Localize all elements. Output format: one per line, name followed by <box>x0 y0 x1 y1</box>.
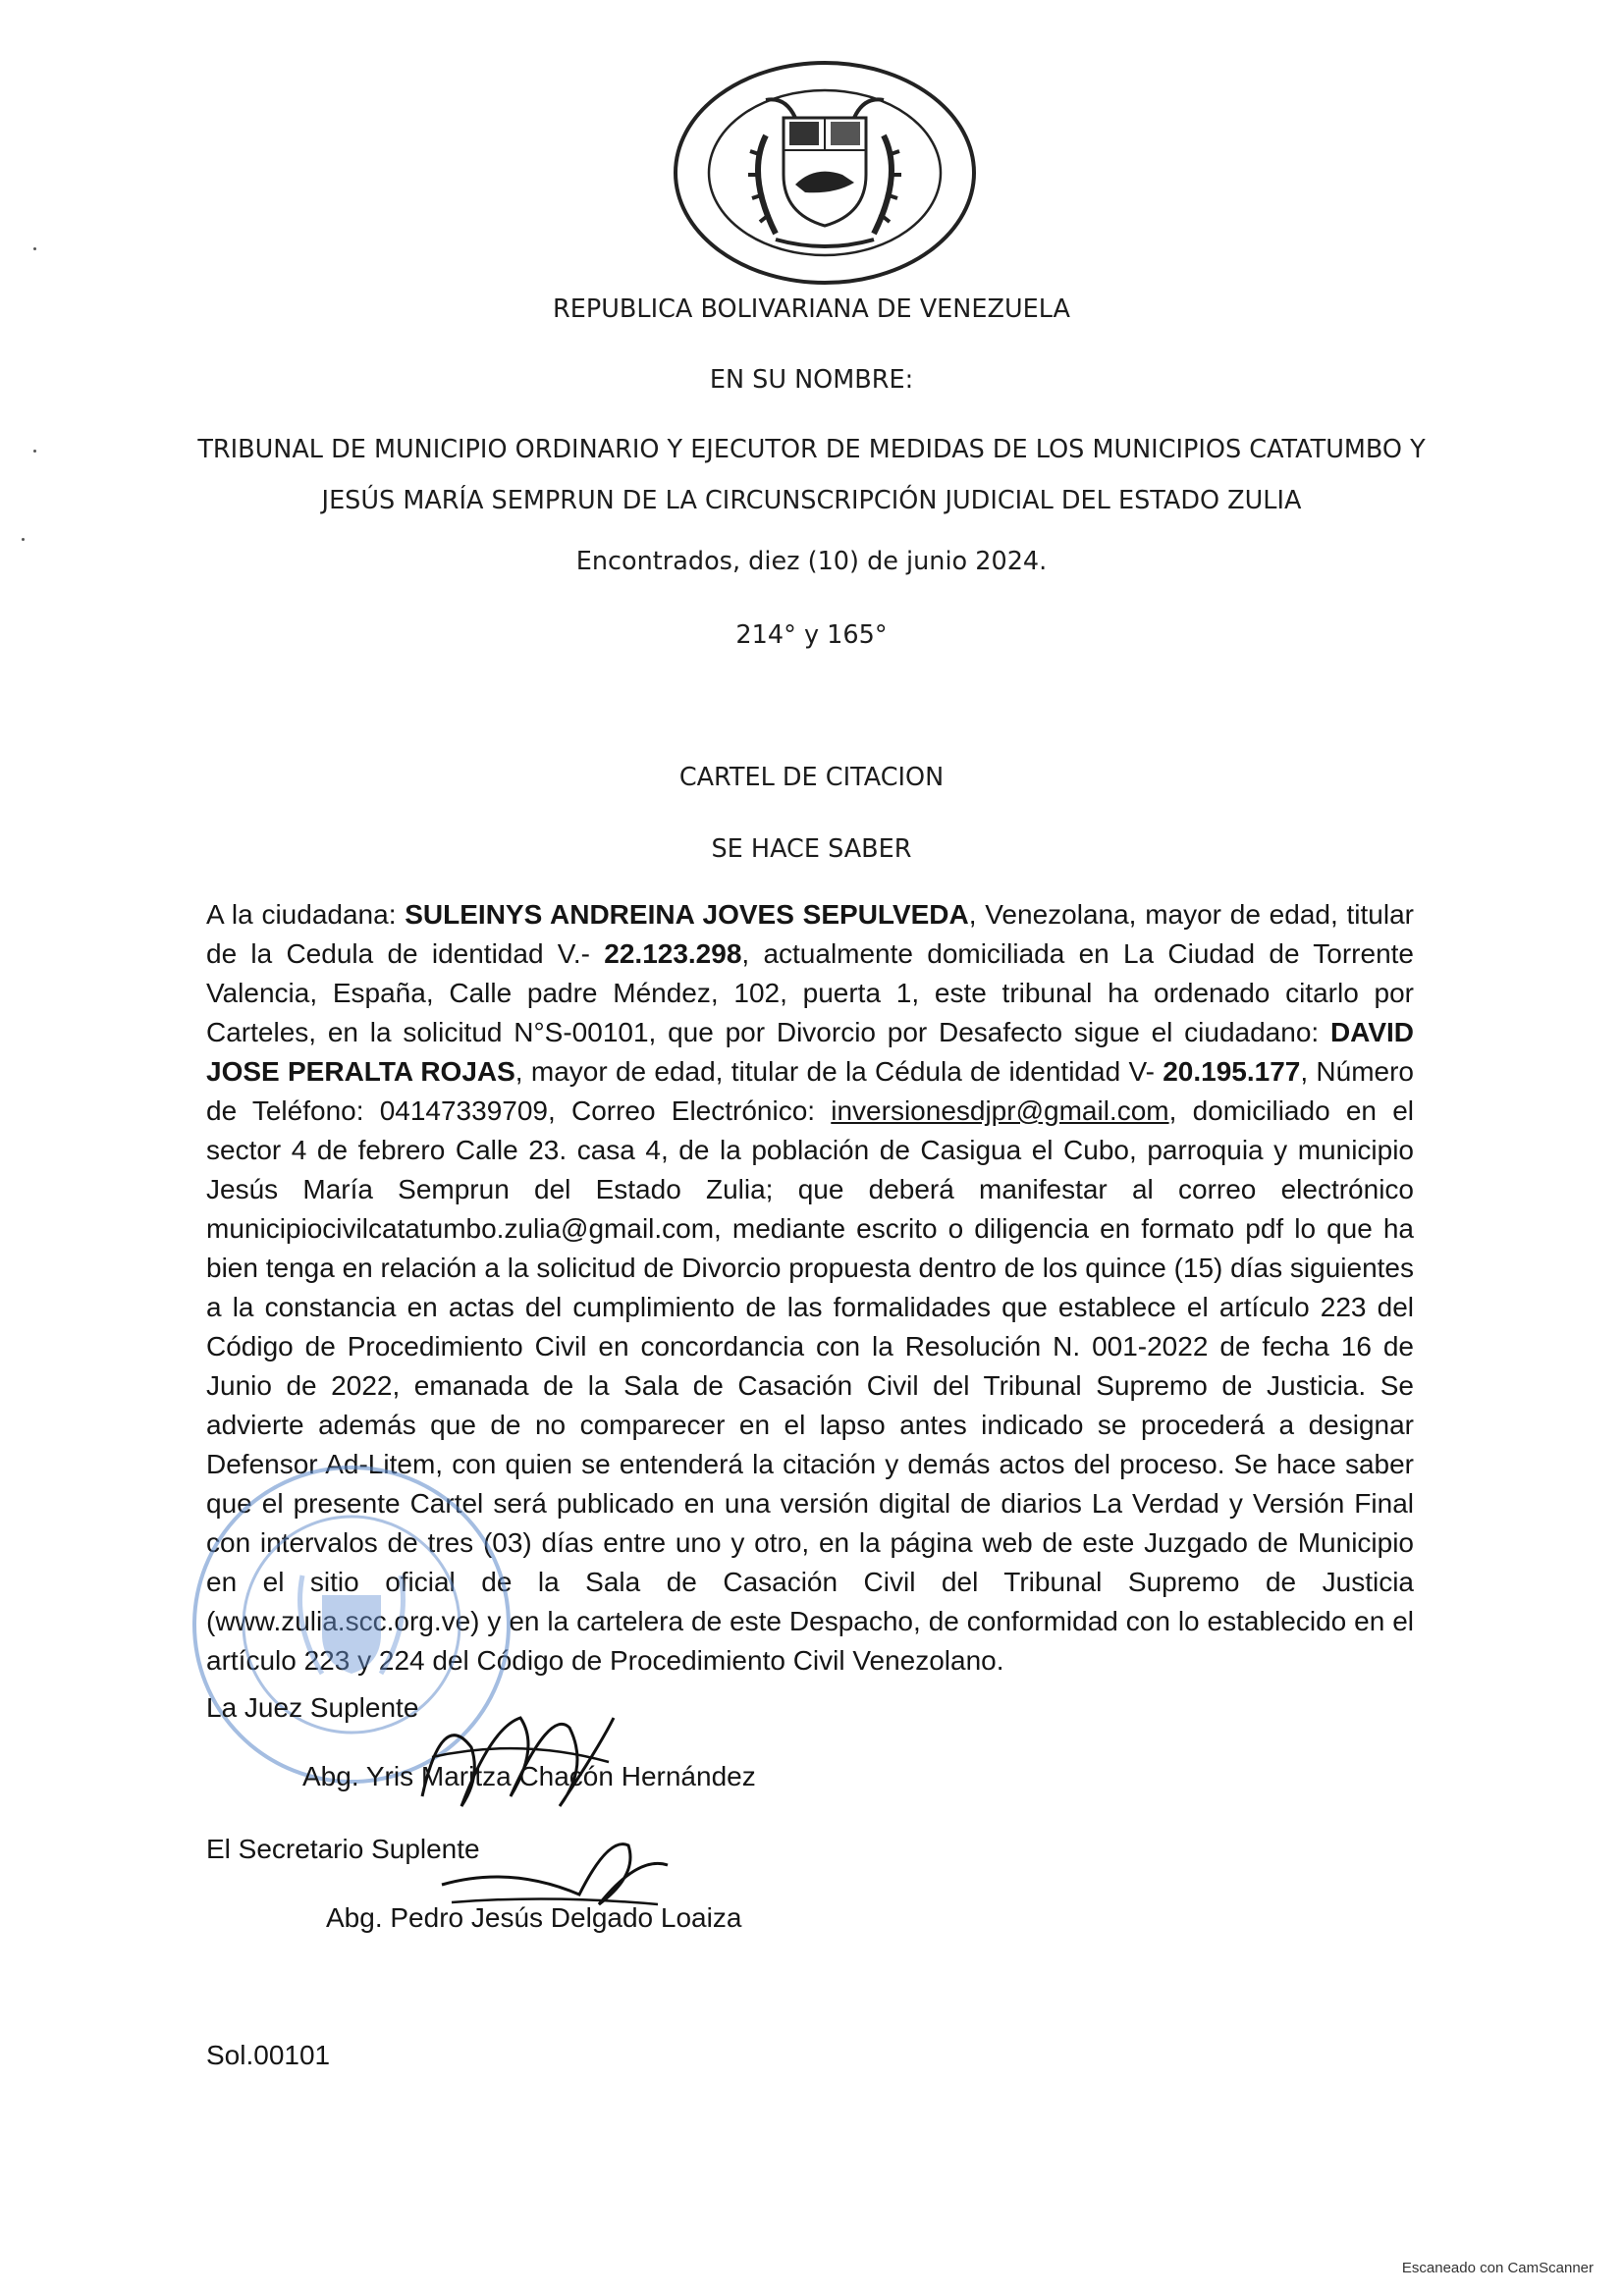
country-heading: REPUBLICA BOLIVARIANA DE VENEZUELA <box>553 294 1070 324</box>
secretario-signature <box>432 1826 677 1934</box>
scanner-watermark: Escaneado con CamScanner <box>1401 2260 1594 2276</box>
solicitud-reference: Sol.00101 <box>206 2040 331 2070</box>
juez-signature <box>403 1688 628 1836</box>
body-text: , Venezolana, mayor de edad, titular de la Cedula de identidad V.- <box>206 899 1414 969</box>
tribunal-heading-line-1: TRIBUNAL DE MUNICIPIO ORDINARIO Y EJECUTOR DE MEDIDAS DE LOS MUNICIPIOS CATATUMBO Y <box>197 435 1426 464</box>
scan-speck <box>22 538 25 541</box>
solicitante-id-number: 20.195.177 <box>1163 1056 1301 1087</box>
juez-label: La Juez Suplente <box>206 1692 419 1723</box>
independence-federation-years: 214° y 165° <box>735 620 888 650</box>
secretario-label: El Secretario Suplente <box>206 1834 480 1864</box>
scan-speck <box>33 247 36 250</box>
coat-of-arms-icon <box>668 57 982 289</box>
body-text: , domiciliado en el sector 4 de febrero Calle 23. casa 4, de la población de Casigua el Cubo, parroquia y municipio Jesús María Semprun del Estado Zulia; que deberá manifestar al correo electrónico municipiocivilcatatumbo.zulia@gmail.com, mediante escrito o diligencia en formato pdf lo que ha bien tenga en relación a la solicitud de Divorcio propuesta dentro de los quince (15) días siguientes a la constancia en actas del cumplimiento de las formalidades que establece el artículo 223 del Código de Procedimiento Civil en concordancia con la Resolución N. 001-2022 de fecha 16 de Junio de 2022, emanada de la Sala de Casación Civil del Tribunal Supremo de Justicia. Se advierte además que de no comparecer en el lapso antes indicado se procederá a designar Defensor Ad-Litem, con quien se entenderá la citación y demás actos del proceso. Se hace saber que el presente Cartel será publicado en una versión digital de diarios La Verdad y Versión Final con intervalos de tres (03) días entre uno y otro, en la página web de este Juzgado de Municipio en el sitio oficial de la Sala de Casación Civil del Tribunal Supremo de Justicia (www.zulia.scc.org.ve) y en la cartelera de este Despacho, de conformidad con lo establecido en el artículo 223 y 224 del Código de Procedimiento Civil Venezolano. <box>206 1095 1414 1676</box>
body-text: , actualmente domiciliada en La Ciudad de Torrente Valencia, España, Calle padre Méndez, 102, puerta 1, este tribunal ha ordenado citarlo por Carteles, en la solicitud N°S-00101, que por Divorcio por Desafecto sigue el ciudadano: <box>206 938 1415 1047</box>
se-hace-saber: SE HACE SABER <box>711 834 912 864</box>
document-title: CARTEL DE CITACION <box>678 763 945 792</box>
court-seal <box>668 57 982 289</box>
body-text: A la ciudadana: <box>206 899 406 930</box>
body-text: , Número de Teléfono: 04147339709, Correo Electrónico: <box>206 1056 1415 1126</box>
citada-id-number: 22.123.298 <box>604 938 742 969</box>
juez-name: Abg. Yris Maritza Chacón Hernández <box>302 1761 756 1791</box>
body-text: , mayor de edad, titular de la Cédula de identidad V- <box>514 1056 1163 1087</box>
en-su-nombre: EN SU NOMBRE: <box>709 365 914 395</box>
citada-name: SULEINYS ANDREINA JOVES SEPULVEDA <box>405 899 969 930</box>
solicitante-name: DAVID JOSE PERALTA ROJAS <box>206 1017 1414 1087</box>
tribunal-heading-line-2: JESÚS MARÍA SEMPRUN DE LA CIRCUNSCRIPCIÓN JUDICIAL DEL ESTADO ZULIA <box>321 486 1302 515</box>
secretario-name: Abg. Pedro Jesús Delgado Loaiza <box>326 1902 742 1933</box>
tribunal-heading <box>0 424 1623 526</box>
solicitante-email-link[interactable]: inversionesdjpr@gmail.com <box>831 1095 1169 1126</box>
place-date: Encontrados, diez (10) de junio 2024. <box>575 547 1048 576</box>
